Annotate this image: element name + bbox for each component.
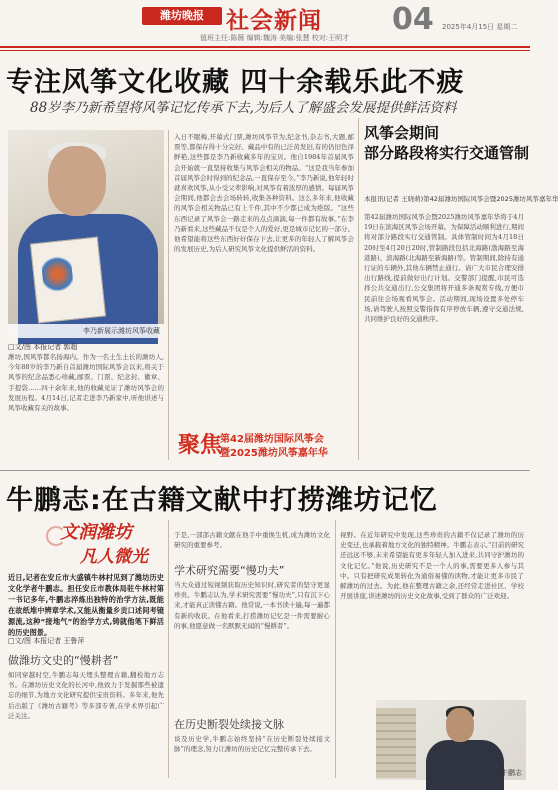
story1-column1: 潍坊,国风筝都名扬海内。作为一名土生土长的潍坊人,今年88岁的李乃新自首届潍坊国际风筝会以来,将关于风筝的纪念品悉心珍藏,邮票、门票、纪念封、徽章、手提袋……四十余年来,他的收藏见证了潍坊风筝会的发展历程。4月14日,记者走进李乃新家中,听他讲述与风筝收藏有关的故事。 xyxy=(8,353,164,413)
logo-line1: 文润潍坊 xyxy=(60,522,132,543)
banner-line1: 第42届潍坊国际风筝会 xyxy=(220,434,324,445)
kite-festival-banner xyxy=(174,428,360,458)
story2-photo xyxy=(376,700,526,780)
story2-column2-top: 于是,一部部古籍文献在他手中重焕生机,成为潍坊文化研究的重要参考。 xyxy=(174,531,330,550)
story2-subhead2: 学术研究需要“慢功夫” xyxy=(174,564,285,577)
story2-column2: 当大众通过短视频获取历史知识时,研究者的坚守更显珍贵。牛鹏志认为,学术研究需要“慢功夫”,只有沉下心来,才能真正读懂古籍。他常说,一本书读十遍,每一遍都有新的收获。在他看来,打捞潍坊记忆是一件需要耐心的事,他愿意做一名默默无闻的“慢耕者”。 xyxy=(174,581,330,630)
banner-focus-mark: 聚焦 xyxy=(178,432,223,458)
sidebar-headline-line2: 部分路段将实行交通管制 xyxy=(364,144,530,162)
story1-photo-caption: 李乃新展示潍坊风筝收藏 xyxy=(8,324,164,338)
column-divider xyxy=(358,118,359,460)
story2-column2-bottom: 谈及历史学,牛鹏志始终坚持“在历史断裂处续接文脉”的理念,努力让潍坊的历史记忆完整传承下去。 xyxy=(174,735,330,754)
story2-headline: 牛鹏志:在古籍文献中打捞潍坊记忆 xyxy=(6,485,438,516)
photo-bookshelf xyxy=(376,708,416,778)
story2-credit: □文/图 本报记者 王鲁萍 xyxy=(8,637,85,645)
sidebar-body: 第42届潍坊国际风筝会暨2025潍坊风筝嘉年华将于4月19日在滨海区风筝会场开幕。为保障活动顺利进行,期间将对部分路段实行交通管制。具体管制时间为4月18日20时至4月20日20时,管制路段包括北海路(渤海路至海港路)、滨海路(北海路至新海路)等。管制期间,除持有通行证的车辆外,其他车辆禁止通行。请广大市民合理安排出行路线,提前做好出行计划。交警部门提醒,市民可选择公共交通出行,公交集团将开通多条观赏专线,方便市民前往会场观看风筝会。活动期间,现场设置多处停车场,请驾驶人按照交警指挥有序停放车辆,遵守交通法规,共同维护良好的交通秩序。 xyxy=(364,213,524,324)
story2-column1: 如同穿越时空,牛鹏志每天埋头整理古籍,翻检地方志书。在潍坊历史文化的长河中,他致力于发掘那些被遗忘的细节,为地方文化研究提供宝贵资料。多年来,他先后出版了《潍坊古籍考》等多部专著,在学术界引起广泛关注。 xyxy=(8,671,164,720)
story1-subheadline: 88岁李乃新希望将风筝记忆传承下去,为后人了解盛会发展提供鲜活资料 xyxy=(30,100,457,116)
column-divider xyxy=(168,130,169,460)
photo-figure-body xyxy=(426,740,504,790)
sidebar-headline-line1: 风筝会期间 xyxy=(364,124,440,142)
story1-photo xyxy=(8,130,164,338)
section-divider xyxy=(0,470,530,471)
column-divider xyxy=(168,520,169,778)
story1-column2: 入日不眠梅,开幕式门票,潍坊风筝节为,纪念书,杂志书,大题,邮票等,都保存得十分完好。藏品中有的已泛黄发旧,有的仍旧色泽鲜艳,这些都是李乃新收藏多年的宝贝。他自1984年首届风筝会开始就一直坚持收集与风筝会相关的物品。“这是我当年参加首届风筝会时得到的纪念品,一直保存至今。”李乃新说,他年轻时就喜欢风筝,从小受父辈影响,对风筝有着浓厚的感情。每届风筝会期间,他都会去会场转转,收集各种资料。这么多年来,他收藏的风筝会相关物品已有上千件,其中不少都已成为绝版。“这些东西记录了风筝会一路走来的点点滴滴,每一件都有故事。”在李乃新看来,这些藏品不仅是个人的爱好,更是城市记忆的一部分。他希望能将这些东西好好保存下去,让更多的年轻人了解风筝会的发展历史,为后人研究风筝文化提供鲜活的资料。 xyxy=(174,133,354,254)
photo-figure-head xyxy=(48,146,106,216)
story2-intro: 近日,记者在安丘市大盛镇牛林村见到了潍坊历史文化学者牛鹏志。担任安丘市教体局驻牛林村第一书记多年,牛鹏志淬炼出独特的治学方法,既能在故纸堆中辨章学术,又能从衡量乡贡口述间考镜源流,这种“接地气”的治学方式,铸就他笔下鲜活的历史图景。 xyxy=(8,573,164,637)
column-logo xyxy=(60,518,180,568)
logo-line2: 凡人微光 xyxy=(80,547,148,567)
photo-stamp-album xyxy=(30,237,106,324)
story1-headline: 专注风筝文化收藏 四十余载乐此不疲 xyxy=(6,67,465,98)
story2-photo-caption: 牛鹏志 xyxy=(501,769,522,777)
masthead-rule xyxy=(0,46,530,48)
story1-credit: □文/图 本报记者 郭超 xyxy=(8,343,78,351)
sidebar-byline: 本报讯(记者 王晓萌)第42届潍坊国际风筝会暨2025潍坊风筝嘉年华 xyxy=(364,195,558,203)
page-number: 04 xyxy=(392,2,434,37)
issue-date: 2025年4月15日 星期二 xyxy=(442,23,518,31)
column-divider xyxy=(335,520,336,778)
story2-column3: 视野。在近年研究中发现,这些珍贵的古籍不仅记录了潍坊的历史变迁,也承载着地方文化的独特精神。牛鹏志表示,“目前的研究还远远不够,未来希望能有更多年轻人加入进来,共同守护潍坊的文化记忆。”他说,历史研究不是一个人的事,需要更多人参与其中。只有把研究成果转化为通俗易懂的读物,才能让更多市民了解潍坊的过去。为此,他在整理古籍之余,还经常走进社区、学校开展讲座,讲述潍坊的历史文化故事,受到了群众的广泛欢迎。 xyxy=(340,531,524,601)
story2-subhead1: 做潍坊文史的“慢耕者” xyxy=(8,654,119,667)
paper-logo: 潍坊晚报 xyxy=(142,7,222,25)
story2-subhead3: 在历史断裂处续接文脉 xyxy=(174,718,284,731)
banner-line2: 暨2025潍坊风筝嘉年华 xyxy=(220,448,328,459)
masthead-rule-thin xyxy=(0,50,530,51)
section-title: 社会新闻 xyxy=(226,7,322,34)
editorial-credits: 值班主任:陈薇 编辑:魏涛 美编:张慧 校对:王明才 xyxy=(200,34,350,42)
photo-figure-head xyxy=(446,708,474,742)
